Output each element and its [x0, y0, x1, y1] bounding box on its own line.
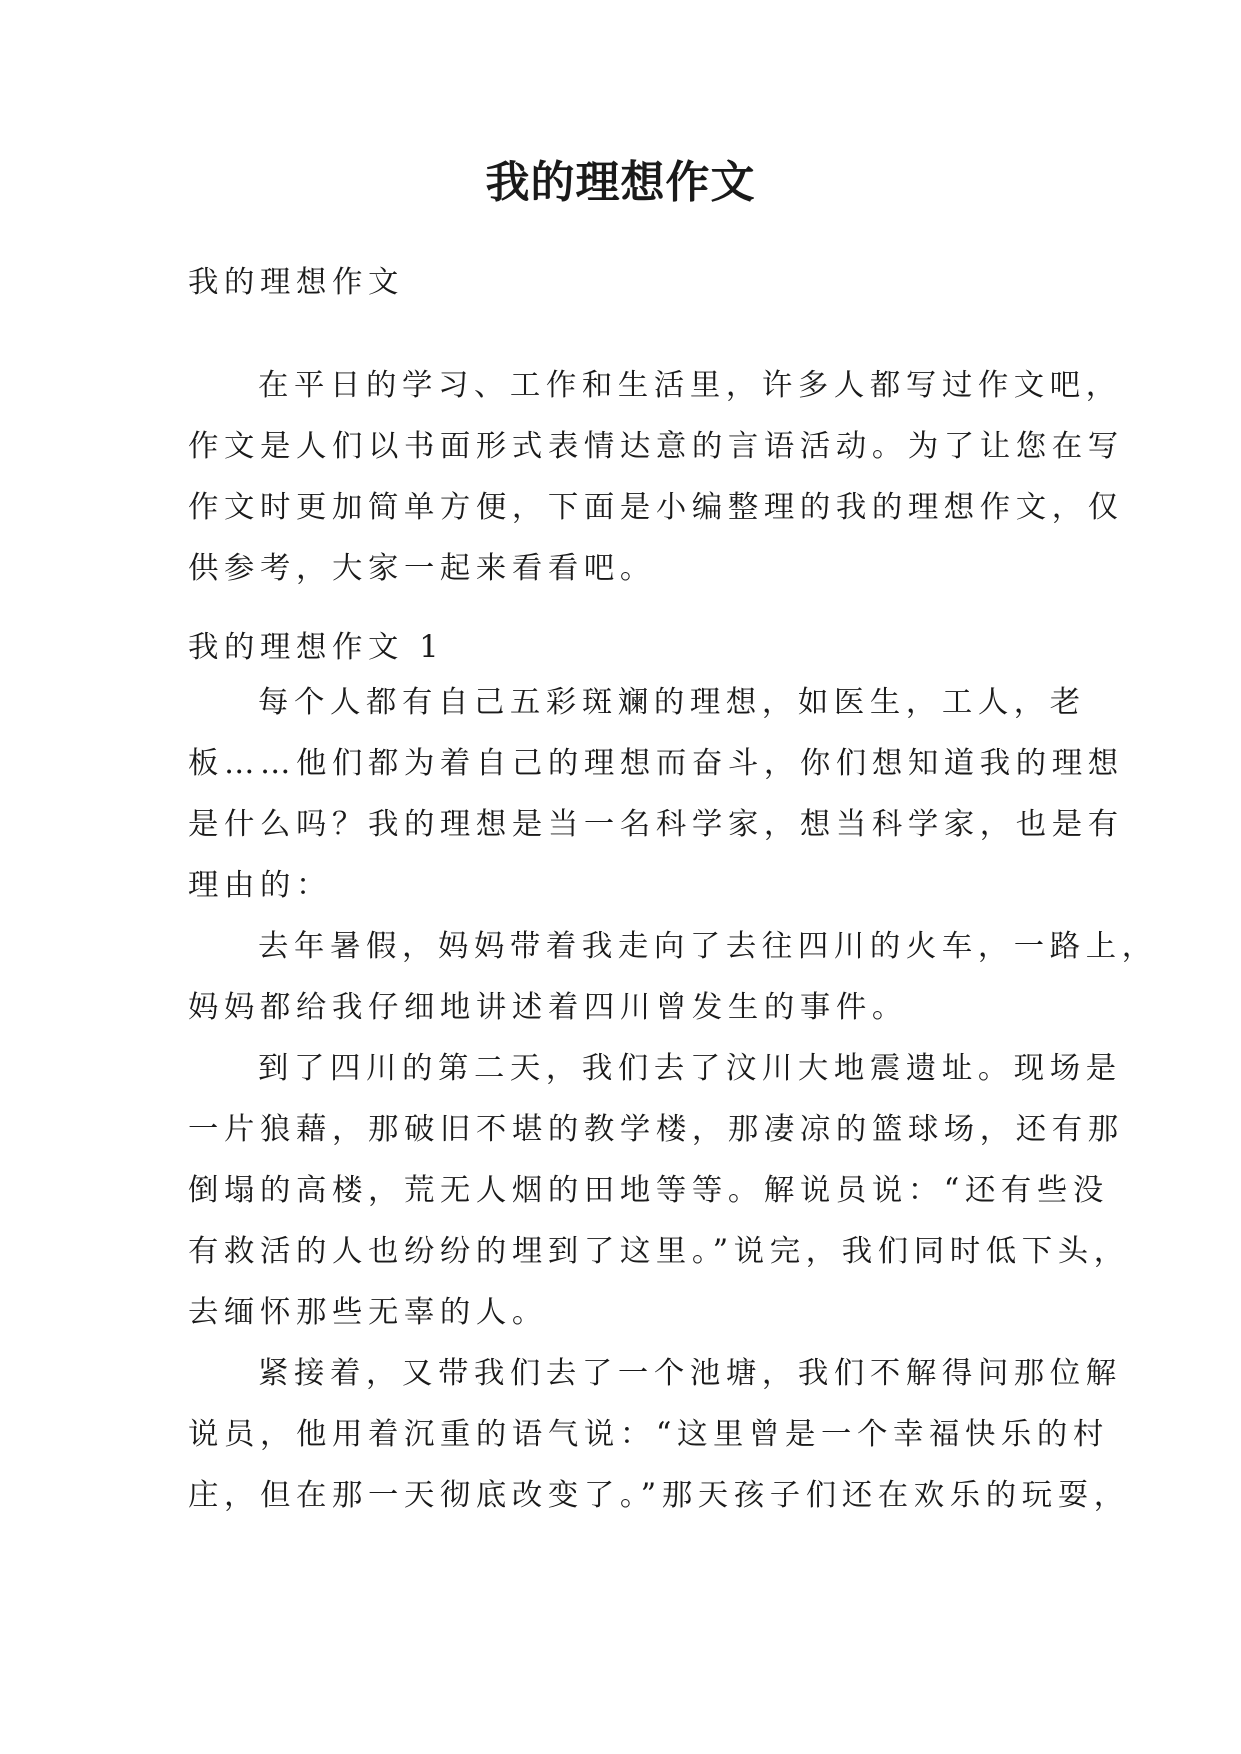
- document-title: 我的理想作文: [485, 157, 756, 208]
- paragraph-line: 紧接着，又带我们去了一个池塘，我们不解得问那位解: [258, 1356, 1122, 1391]
- paragraph-line: 每个人都有自己五彩斑斓的理想，如医生，工人，老: [258, 685, 1086, 720]
- section-paragraph-1: [188, 672, 1124, 916]
- paragraph-line: 说员，他用着沉重的语气说：“这里曾是一个幸福快乐的村: [188, 1417, 1109, 1452]
- paragraph-line: 有救活的人也纷纷的埋到了这里。”说完，我们同时低下头，: [188, 1234, 1130, 1269]
- paragraph-line: 板……他们都为着自己的理想而奋斗，你们想知道我的理想: [188, 746, 1124, 781]
- section-paragraph-4: [188, 1343, 1130, 1526]
- intro-line: 作文时更加简单方便，下面是小编整理的我的理想作文，仅: [188, 490, 1124, 525]
- intro-line: 作文是人们以书面形式表情达意的言语活动。为了让您在写: [188, 429, 1124, 464]
- paragraph-line: 一片狼藉，那破旧不堪的教学楼，那凄凉的篮球场，还有那: [188, 1112, 1124, 1147]
- section-paragraph-3: [188, 1038, 1130, 1343]
- paragraph-line: 是什么吗？我的理想是当一名科学家，想当科学家，也是有: [188, 807, 1124, 842]
- paragraph-line: 庄，但在那一天彻底改变了。”那天孩子们还在欢乐的玩耍，: [188, 1478, 1130, 1513]
- intro-line: 在平日的学习、工作和生活里，许多人都写过作文吧，: [258, 368, 1122, 403]
- paragraph-line: 理由的：: [188, 868, 332, 903]
- paragraph-line: 去年暑假，妈妈带着我走向了去往四川的火车，一路上，: [258, 929, 1158, 964]
- paragraph-line: 到了四川的第二天，我们去了汶川大地震遗址。现场是: [258, 1051, 1122, 1086]
- intro-paragraph: [188, 355, 1124, 599]
- section-heading: 我的理想作文 1: [188, 630, 445, 665]
- paragraph-line: 妈妈都给我仔细地讲述着四川曾发生的事件。: [188, 990, 908, 1025]
- intro-line: 供参考，大家一起来看看吧。: [188, 551, 656, 586]
- subtitle: 我的理想作文: [188, 265, 404, 300]
- section-paragraph-2: [188, 916, 1158, 1038]
- paragraph-line: 去缅怀那些无辜的人。: [188, 1295, 548, 1330]
- paragraph-line: 倒塌的高楼，荒无人烟的田地等等。解说员说：“还有些没: [188, 1173, 1109, 1208]
